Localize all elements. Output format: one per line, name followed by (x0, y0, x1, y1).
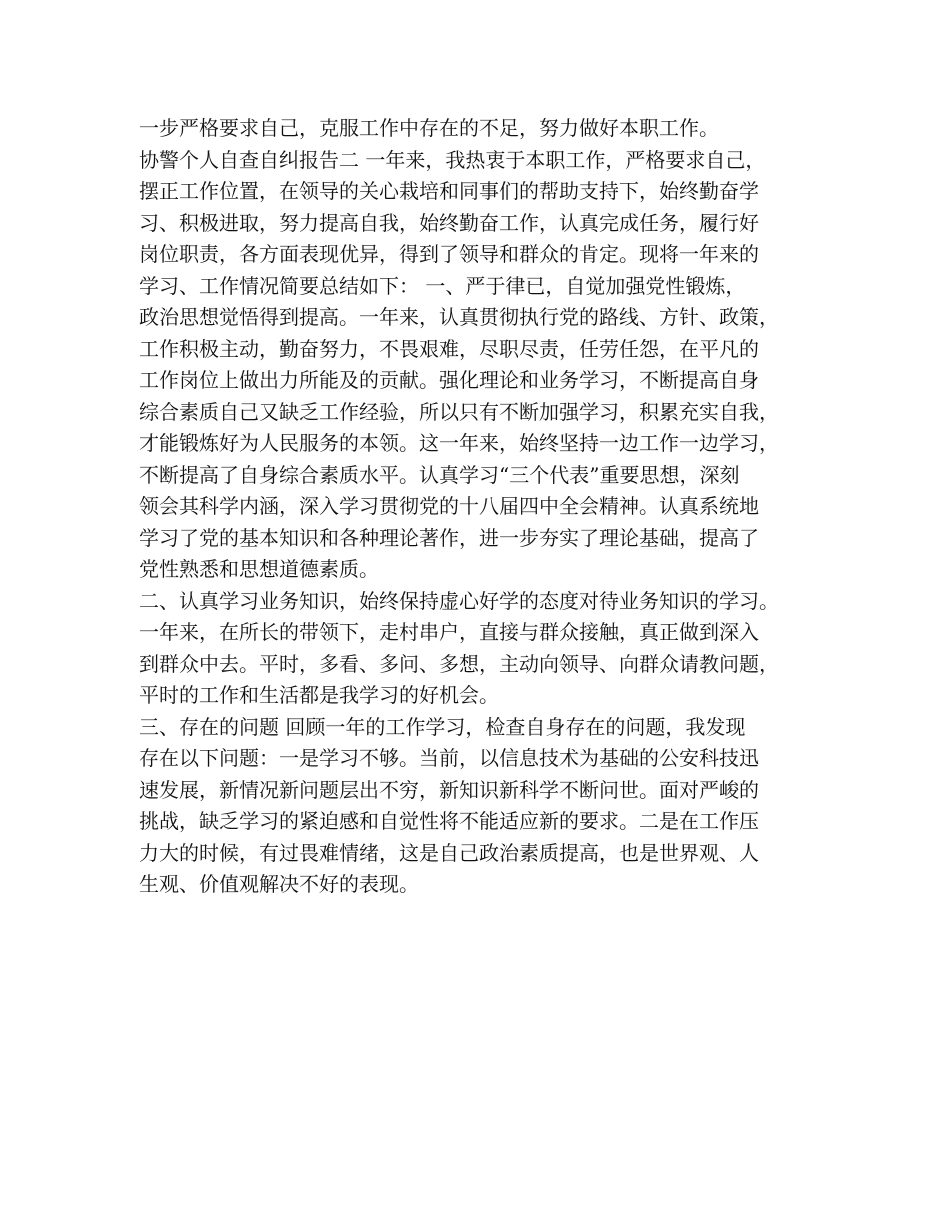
text-line: 政治思想觉悟得到提高。一年来，认真贯彻执行党的路线、方针、政策， (139, 305, 779, 329)
document-body (139, 113, 829, 901)
text-line: 挑战，缺乏学习的紧迫感和自觉性将不能适应新的要求。二是在工作压 (139, 809, 759, 833)
text-line: 岗位职责，各方面表现优异，得到了领导和群众的肯定。现将一年来的 (139, 242, 759, 266)
text-line: 领会其科学内涵，深入学习贯彻党的十八届四中全会精神。认真系统地 (139, 494, 759, 518)
text-line: 摆正工作位置，在领导的关心栽培和同事们的帮助支持下，始终勤奋学 (139, 179, 759, 203)
text-line: 二、认真学习业务知识，始终保持虚心好学的态度对待业务知识的学习。 (139, 588, 779, 613)
text-line: 才能锻炼好为人民服务的本领。这一年来，始终坚持一边工作一边学习， (139, 431, 779, 455)
text-line: 一步严格要求自己，克服工作中存在的不足，努力做好本职工作。 (139, 116, 719, 140)
text-line: 平时的工作和生活都是我学习的好机会。 (139, 683, 499, 707)
text-line: 学习、工作情况简要总结如下： 一、严于律已，自觉加强党性锻炼， (139, 273, 746, 298)
text-line: 习、积极进取，努力提高自我，始终勤奋工作，认真完成任务，履行好 (139, 210, 759, 235)
text-line: 一年来，在所长的带领下，走村串户，直接与群众接触，真正做到深入 (139, 620, 759, 644)
text-line: 力大的时候，有过畏难情绪，这是自己政治素质提高，也是世界观、人 (139, 840, 759, 865)
text-line: 党性熟悉和思想道德素质。 (139, 557, 379, 581)
text-line: 生观、价值观解决不好的表现。 (139, 872, 419, 896)
text-line: 到群众中去。平时，多看、多问、多想，主动向领导、向群众请教问题， (139, 651, 779, 676)
text-line: 速发展，新情况新问题层出不穷，新知识新科学不断问世。面对严峻的 (139, 777, 759, 802)
text-line: 综合素质自己又缺乏工作经验，所以只有不断加强学习，积累充实自我， (139, 399, 779, 424)
text-line: 工作岗位上做出力所能及的贡献。强化理论和业务学习，不断提高自身 (139, 368, 759, 392)
text-line: 三、存在的问题 回顾一年的工作学习，检查自身存在的问题，我发现 (139, 714, 746, 739)
text-line: 不断提高了自身综合素质水平。认真学习“三个代表”重要思想，深刻 (139, 462, 740, 487)
text-line: 工作积极主动，勤奋努力，不畏艰难，尽职尽责，任劳任怨，在平凡的 (139, 336, 759, 361)
text-line: 存在以下问题：一是学习不够。当前，以信息技术为基础的公安科技迅 (139, 746, 759, 770)
text-line: 学习了党的基本知识和各种理论著作，进一步夯实了理论基础，提高了 (139, 525, 759, 550)
text-line: 协警个人自查自纠报告二 一年来，我热衷于本职工作，严格要求自己， (139, 147, 766, 172)
